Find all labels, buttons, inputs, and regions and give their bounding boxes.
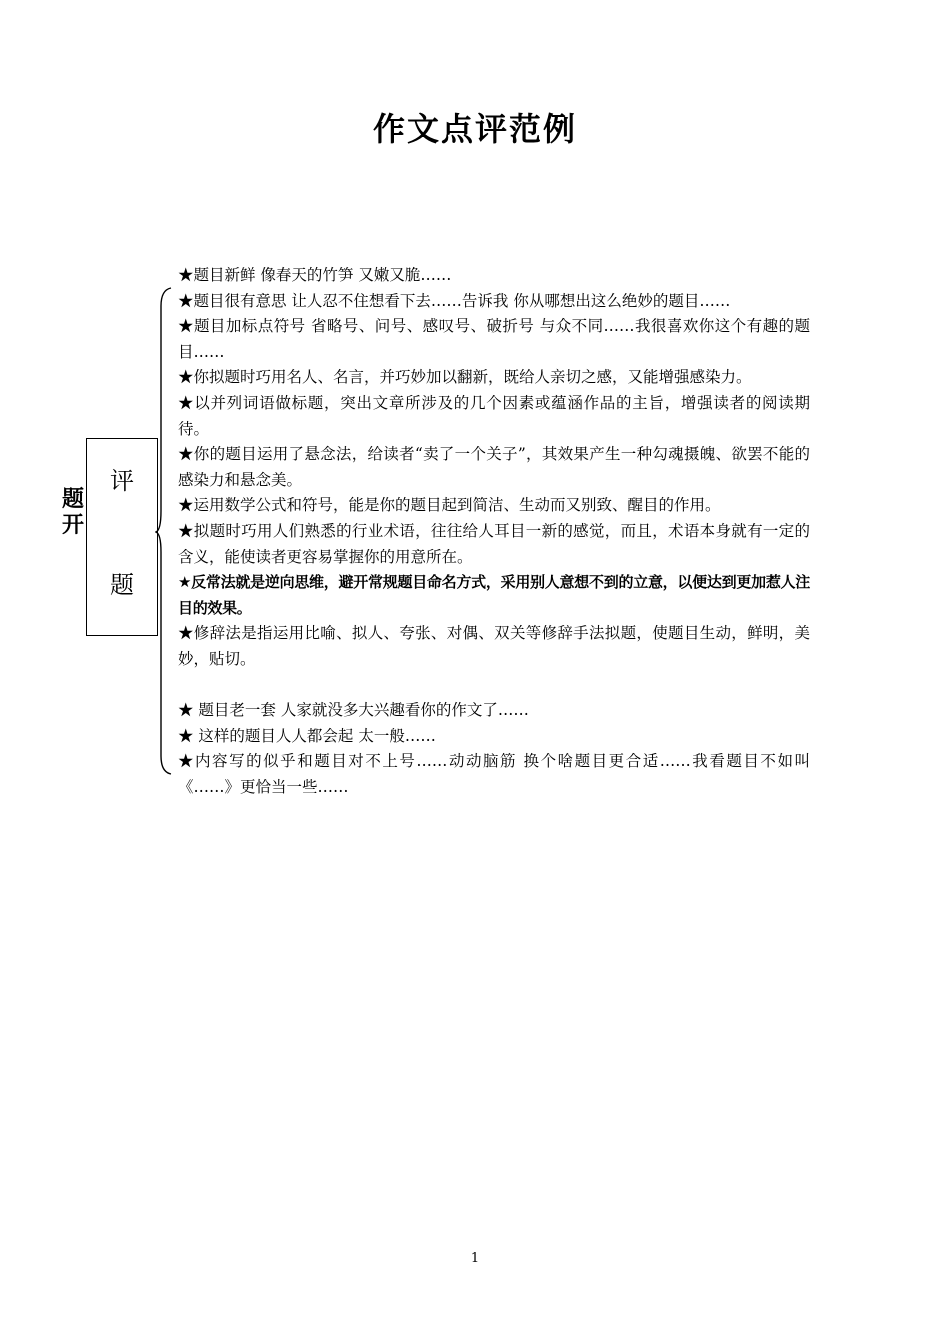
negative-comment-item: ★内容写的似乎和题目对不上号……动动脑筋 换个啥题目更合适……我看题目不如叫《……》更恰当一些…… bbox=[178, 752, 810, 796]
comment-item: ★题目很有意思 让人忍不住想看下去……告诉我 你从哪想出这么绝妙的题目…… bbox=[178, 291, 731, 310]
comment-item: ★反常法就是逆向思维，避开常规题目命名方式，采用别人意想不到的立意，以便达到更加惹人注目的效果。 bbox=[178, 573, 810, 617]
curly-brace bbox=[155, 286, 175, 776]
category-box-char-1: 评 bbox=[110, 467, 134, 495]
page-title: 作文点评范例 bbox=[372, 110, 577, 148]
comment-list bbox=[178, 263, 810, 800]
comment-item: ★题目加标点符号 省略号、问号、感叹号、破折号 与众不同……我很喜欢你这个有趣的题目…… bbox=[178, 317, 810, 361]
side-label-char-1: 题 bbox=[61, 487, 84, 512]
comment-item: ★修辞法是指运用比喻、拟人、夸张、对偶、双关等修辞手法拟题，使题目生动，鲜明，美妙，贴切。 bbox=[178, 624, 810, 668]
comment-item: ★你拟题时巧用名人、名言，并巧妙加以翻新，既给人亲切之感，又能增强感染力。 bbox=[178, 368, 752, 387]
category-box-char-2: 题 bbox=[110, 571, 134, 599]
negative-comment-item: ★ 题目老一套 人家就没多大兴趣看你的作文了…… bbox=[178, 701, 529, 720]
comment-item: ★以并列词语做标题，突出文章所涉及的几个因素或蕴涵作品的主旨，增强读者的阅读期待。 bbox=[178, 393, 810, 438]
category-box bbox=[86, 438, 158, 636]
comment-item: ★你的题目运用了悬念法，给读者“卖了一个关子”，其效果产生一种勾魂摄魄、欲罢不能的感染力和悬念美。 bbox=[178, 445, 810, 489]
side-label bbox=[58, 487, 88, 539]
comment-item: ★题目新鲜 像春天的竹笋 又嫩又脆…… bbox=[178, 266, 452, 284]
side-label-char-2: 开 bbox=[61, 513, 84, 538]
negative-comment-item: ★ 这样的题目人人都会起 太一般…… bbox=[178, 726, 436, 745]
page-number: 1 bbox=[470, 1251, 480, 1266]
section-gap bbox=[178, 673, 810, 699]
comment-item: ★拟题时巧用人们熟悉的行业术语，往往给人耳目一新的感觉，而且，术语本身就有一定的含义，能使读者更容易掌握你的用意所在。 bbox=[178, 521, 810, 566]
comment-item: ★运用数学公式和符号，能是你的题目起到简洁、生动而又别致、醒目的作用。 bbox=[178, 496, 721, 515]
